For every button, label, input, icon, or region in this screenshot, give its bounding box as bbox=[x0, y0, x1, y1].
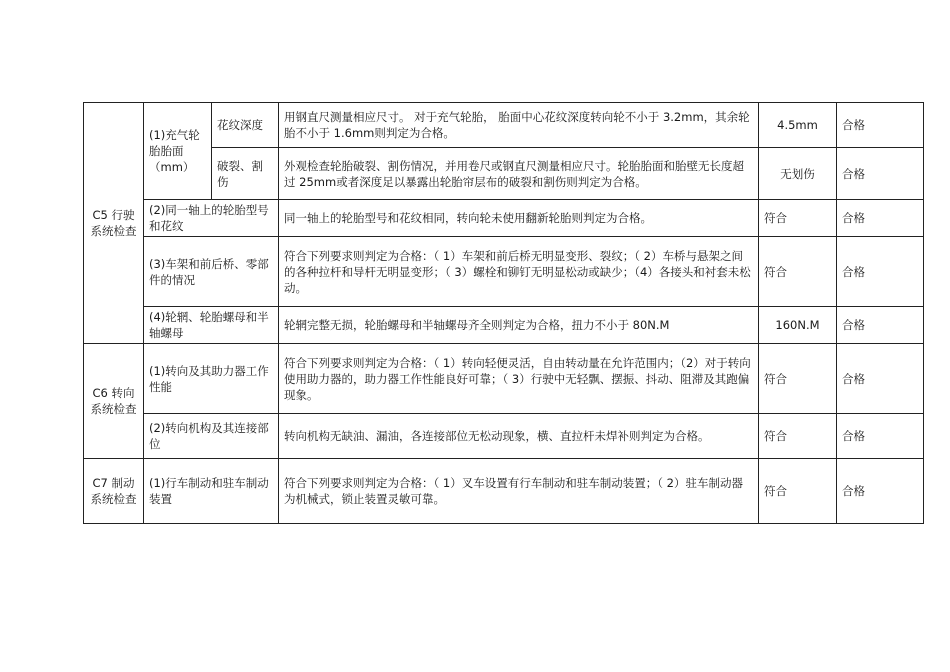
result-cell: 合格 bbox=[837, 237, 924, 307]
table-row bbox=[84, 200, 924, 237]
item-cell: (2)同一轴上的轮胎型号和花纹 bbox=[144, 200, 279, 237]
standard-cell: 符合下列要求则判定为合格：（ 1）车架和前后桥无明显变形、裂纹；（ 2）车桥与悬架之间的各种拉杆和导杆无明显变形；（ 3）螺栓和铆钉无明显松动或缺少；（4）各接头和衬套未松动。 bbox=[279, 237, 759, 307]
measured-cell: 4.5mm bbox=[759, 103, 837, 148]
result-cell: 合格 bbox=[837, 148, 924, 200]
category-cell: C5 行驶系统检查 bbox=[84, 103, 144, 344]
item-cell: (3)车架和前后桥、零部件的情况 bbox=[144, 237, 279, 307]
measured-cell: 符合 bbox=[759, 237, 837, 307]
result-cell: 合格 bbox=[837, 307, 924, 344]
standard-cell: 转向机构无缺油、漏油，各连接部位无松动现象，横、直拉杆未焊补则判定为合格。 bbox=[279, 414, 759, 459]
inspection-table bbox=[83, 102, 924, 524]
measured-cell: 符合 bbox=[759, 414, 837, 459]
measured-cell: 160N.M bbox=[759, 307, 837, 344]
result-cell: 合格 bbox=[837, 344, 924, 414]
standard-cell: 外观检查轮胎破裂、割伤情况，并用卷尺或钢直尺测量相应尺寸。轮胎胎面和胎壁无长度超过 25mm或者深度足以暴露出轮胎帘层布的破裂和割伤则判定为合格。 bbox=[279, 148, 759, 200]
result-cell: 合格 bbox=[837, 414, 924, 459]
item-cell: (4)轮辋、轮胎螺母和半轴螺母 bbox=[144, 307, 279, 344]
result-cell: 合格 bbox=[837, 103, 924, 148]
result-cell: 合格 bbox=[837, 200, 924, 237]
category-cell: C7 制动系统检查 bbox=[84, 459, 144, 524]
sub-item-cell: 花纹深度 bbox=[212, 103, 279, 148]
standard-cell: 符合下列要求则判定为合格：（ 1）转向轻便灵活，自由转动量在允许范围内；（2）对于转向使用助力器的，助力器工作性能良好可靠；（ 3）行驶中无轻飘、摆振、抖动、阻滞及其跑偏现象。 bbox=[279, 344, 759, 414]
category-cell: C6 转向系统检查 bbox=[84, 344, 144, 459]
measured-cell: 无划伤 bbox=[759, 148, 837, 200]
standard-cell: 符合下列要求则判定为合格：（ 1）叉车设置有行车制动和驻车制动装置；（ 2）驻车制动器为机械式，锁止装置灵敏可靠。 bbox=[279, 459, 759, 524]
table-row bbox=[84, 237, 924, 307]
item-cell: (1)充气轮胎胎面（mm） bbox=[144, 103, 212, 200]
table-row bbox=[84, 307, 924, 344]
item-cell: (1)行车制动和驻车制动装置 bbox=[144, 459, 279, 524]
table-row bbox=[84, 103, 924, 148]
item-cell: (2)转向机构及其连接部位 bbox=[144, 414, 279, 459]
sub-item-cell: 破裂、割伤 bbox=[212, 148, 279, 200]
table-row bbox=[84, 459, 924, 524]
measured-cell: 符合 bbox=[759, 459, 837, 524]
item-cell: (1)转向及其助力器工作性能 bbox=[144, 344, 279, 414]
table-row bbox=[84, 414, 924, 459]
result-cell: 合格 bbox=[837, 459, 924, 524]
table-row bbox=[84, 344, 924, 414]
standard-cell: 同一轴上的轮胎型号和花纹相同，转向轮未使用翻新轮胎则判定为合格。 bbox=[279, 200, 759, 237]
measured-cell: 符合 bbox=[759, 344, 837, 414]
measured-cell: 符合 bbox=[759, 200, 837, 237]
standard-cell: 用钢直尺测量相应尺寸。 对于充气轮胎， 胎面中心花纹深度转向轮不小于 3.2mm，其余轮胎不小于 1.6mm则判定为合格。 bbox=[279, 103, 759, 148]
standard-cell: 轮辋完整无损，轮胎螺母和半轴螺母齐全则判定为合格，扭力不小于 80N.M bbox=[279, 307, 759, 344]
